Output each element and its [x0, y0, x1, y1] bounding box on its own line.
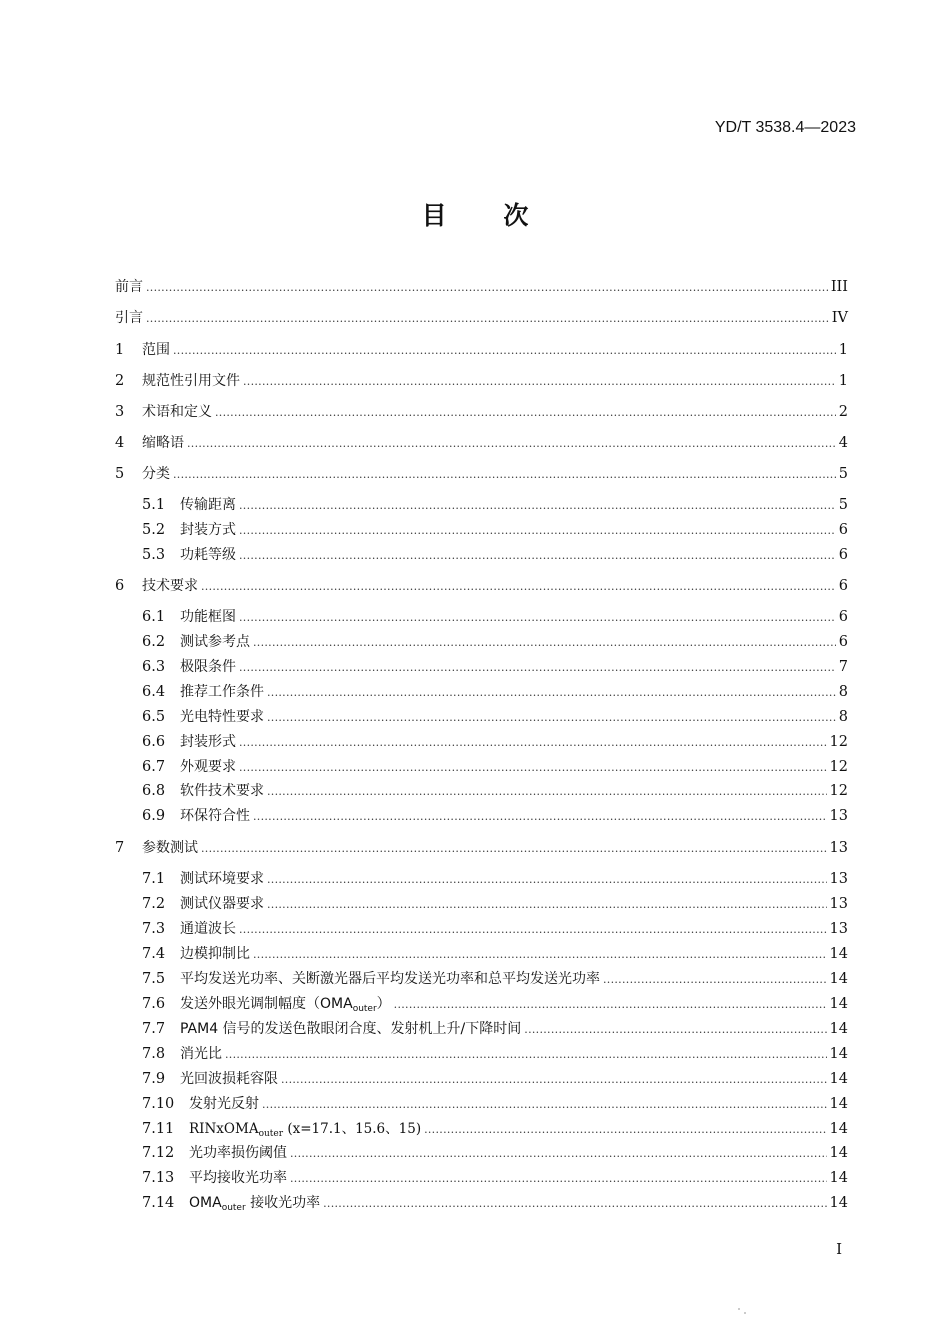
toc-entry-6[interactable]	[115, 575, 848, 597]
toc-entry-6-1[interactable]	[115, 606, 848, 628]
toc-label	[180, 993, 391, 1014]
leader-dots	[524, 1023, 826, 1036]
leader-dots	[262, 1098, 827, 1111]
toc-number: 4	[115, 435, 125, 451]
scan-speck	[744, 1312, 746, 1314]
toc-label: 测试仪器要求	[180, 896, 264, 912]
title-char-1: 目	[421, 201, 447, 230]
toc-number: 6.3	[142, 659, 166, 675]
toc-page: 14	[829, 971, 848, 987]
leader-dots	[253, 948, 827, 961]
leader-dots	[239, 611, 836, 624]
toc-page: 5	[838, 466, 848, 482]
toc-label: 前言	[115, 279, 143, 295]
toc-label-part: (x=17.1、15.6、15)	[283, 1121, 422, 1137]
toc-number: 7.3	[142, 921, 166, 937]
toc-number: 7.13	[142, 1170, 175, 1186]
leader-dots	[201, 842, 827, 855]
toc-entry-5-1[interactable]	[115, 494, 848, 516]
leader-dots	[239, 524, 836, 537]
toc-label: 功能框图	[180, 609, 236, 625]
toc-label-part: 发送外眼光调制幅度（OMA	[180, 996, 353, 1012]
toc-page: 1	[838, 373, 848, 389]
toc-page: 8	[838, 709, 848, 725]
leader-dots	[267, 711, 836, 724]
toc-page: 6	[838, 522, 848, 538]
toc-label: 平均接收光功率	[189, 1170, 287, 1186]
toc-label: 传输距离	[180, 497, 236, 513]
toc-page: 13	[829, 840, 848, 856]
toc-number: 3	[115, 404, 125, 420]
toc-page: 2	[838, 404, 848, 420]
toc-label-part: OMA	[189, 1195, 222, 1211]
leader-dots	[239, 499, 836, 512]
toc-page: 6	[838, 578, 848, 594]
toc-number: 7.14	[142, 1195, 175, 1211]
leader-dots	[267, 873, 827, 886]
leader-dots	[424, 1123, 826, 1136]
toc-entry-7-8[interactable]	[115, 1043, 848, 1065]
toc-number: 7.4	[142, 946, 166, 962]
toc-entry-2[interactable]	[115, 370, 848, 392]
toc-entry-3[interactable]	[115, 401, 848, 423]
toc-entry-7[interactable]	[115, 837, 848, 859]
toc-page: IV	[831, 310, 848, 326]
toc-number: 7.9	[142, 1071, 166, 1087]
toc-entry-6-4[interactable]	[115, 681, 848, 703]
toc-page: 14	[829, 1046, 848, 1062]
toc-label	[189, 1192, 320, 1213]
toc-number: 7.5	[142, 971, 166, 987]
leader-dots	[239, 549, 836, 562]
toc-number: 7.2	[142, 896, 166, 912]
toc-number: 6.8	[142, 783, 166, 799]
toc-page: 6	[838, 634, 848, 650]
toc-page: 12	[829, 759, 848, 775]
leader-dots	[239, 761, 827, 774]
toc-page: 6	[838, 547, 848, 563]
toc-label: 光电特性要求	[180, 709, 264, 725]
toc-number: 1	[115, 342, 125, 358]
toc-label: 测试环境要求	[180, 871, 264, 887]
toc-page: 12	[829, 734, 848, 750]
leader-dots	[267, 785, 827, 798]
toc-page: 8	[838, 684, 848, 700]
toc-number: 5.3	[142, 547, 166, 563]
toc-entry-7-2[interactable]	[115, 893, 848, 915]
toc-entry-5-3[interactable]	[115, 544, 848, 566]
toc-label: 发射光反射	[189, 1096, 259, 1112]
leader-dots	[394, 998, 827, 1011]
toc-number: 5.1	[142, 497, 166, 513]
toc-label: 软件技术要求	[180, 783, 264, 799]
toc-number: 6.6	[142, 734, 166, 750]
toc-number: 7.10	[142, 1096, 175, 1112]
toc-label: 通道波长	[180, 921, 236, 937]
toc-label: 外观要求	[180, 759, 236, 775]
toc-label: PAM4 信号的发送色散眼闭合度、发射机上升/下降时间	[180, 1021, 522, 1037]
toc-number: 6.2	[142, 634, 166, 650]
toc-label: 功耗等级	[180, 547, 236, 563]
leader-dots	[323, 1197, 826, 1210]
toc-entry-7-13[interactable]	[115, 1167, 848, 1189]
toc-page: 14	[829, 1096, 848, 1112]
toc-label: 技术要求	[142, 578, 198, 594]
leader-dots	[290, 1172, 827, 1185]
leader-dots	[290, 1147, 827, 1160]
document-code: YD/T 3538.4—2023	[714, 119, 856, 136]
toc-page: 14	[829, 1170, 848, 1186]
toc-page: 14	[829, 1021, 848, 1037]
toc-entry-foreword[interactable]	[115, 276, 848, 298]
toc-page: 14	[829, 1145, 848, 1161]
leader-dots	[173, 468, 836, 481]
toc-number: 5.2	[142, 522, 166, 538]
toc-label: 光功率损伤阈值	[189, 1145, 287, 1161]
toc-number: 7.1	[142, 871, 166, 887]
toc-number: 6	[115, 578, 125, 594]
scan-speck	[738, 1308, 740, 1310]
toc-label	[189, 1117, 421, 1139]
toc-label: 环保符合性	[180, 808, 250, 824]
toc-page: 13	[829, 921, 848, 937]
toc-label: 术语和定义	[142, 404, 212, 420]
toc-label: 消光比	[180, 1046, 222, 1062]
toc-page: 14	[829, 946, 848, 962]
toc-label: 推荐工作条件	[180, 684, 264, 700]
toc-entry-7-7[interactable]	[115, 1018, 848, 1040]
toc-label: 边模抑制比	[180, 946, 250, 962]
toc-page: 14	[829, 1071, 848, 1087]
toc-number: 7	[115, 840, 125, 856]
leader-dots	[239, 736, 827, 749]
toc-label: 范围	[142, 342, 170, 358]
toc-entry-7-11[interactable]	[115, 1117, 848, 1139]
toc-number: 2	[115, 373, 125, 389]
toc-label: 缩略语	[142, 435, 184, 451]
toc-label: 封装方式	[180, 522, 236, 538]
toc-entry-6-3[interactable]	[115, 656, 848, 678]
toc-page: 13	[829, 896, 848, 912]
toc-entry-7-9[interactable]	[115, 1068, 848, 1090]
toc-entry-introduction[interactable]	[115, 307, 848, 329]
toc-page: 13	[829, 808, 848, 824]
leader-dots	[239, 661, 836, 674]
title-char-2: 次	[503, 201, 529, 230]
toc-label: 光回波损耗容限	[180, 1071, 278, 1087]
toc-number: 7.8	[142, 1046, 166, 1062]
toc-label: 规范性引用文件	[142, 373, 240, 389]
leader-dots	[215, 406, 836, 419]
toc-entry-6-2[interactable]	[115, 631, 848, 653]
leader-dots	[267, 898, 827, 911]
toc-entry-7-5[interactable]	[115, 968, 848, 990]
toc-page: 14	[829, 1195, 848, 1211]
leader-dots	[281, 1073, 827, 1086]
toc-entry-7-14[interactable]	[115, 1192, 848, 1214]
toc-entry-6-9[interactable]	[115, 805, 848, 827]
toc-label-part: RINxOMA	[189, 1121, 259, 1137]
toc-number: 7.7	[142, 1021, 166, 1037]
toc-number: 7.11	[142, 1121, 175, 1137]
toc-number: 6.9	[142, 808, 166, 824]
toc-entry-6-8[interactable]	[115, 780, 848, 802]
toc-page: 14	[829, 996, 848, 1012]
toc-page: 4	[838, 435, 848, 451]
toc-page: 14	[829, 1121, 848, 1137]
toc-entry-5[interactable]	[115, 463, 848, 485]
toc-entry-7-3[interactable]	[115, 918, 848, 940]
toc-label-subscript: outer	[221, 1203, 246, 1213]
toc-label: 参数测试	[142, 840, 198, 856]
toc-number: 6.7	[142, 759, 166, 775]
toc-label: 测试参考点	[180, 634, 250, 650]
toc-number: 5	[115, 466, 125, 482]
toc-page: 1	[838, 342, 848, 358]
toc-entry-6-6[interactable]	[115, 731, 848, 753]
leader-dots	[603, 973, 827, 986]
leader-dots	[253, 810, 827, 823]
toc-number: 6.4	[142, 684, 166, 700]
toc-label-subscript: outer	[352, 1004, 377, 1014]
leader-dots	[187, 437, 836, 450]
toc-label-part: ）	[376, 996, 391, 1012]
leader-dots	[243, 375, 836, 388]
toc-page: 7	[838, 659, 848, 675]
leader-dots	[239, 923, 827, 936]
toc-entry-1[interactable]	[115, 339, 848, 361]
toc-label-subscript: outer	[258, 1129, 284, 1139]
toc-entry-6-7[interactable]	[115, 756, 848, 778]
page-number: I	[836, 1240, 842, 1258]
toc-label: 极限条件	[180, 659, 236, 675]
leader-dots	[225, 1048, 827, 1061]
toc-number: 6.5	[142, 709, 166, 725]
leader-dots	[253, 636, 836, 649]
toc-entry-7-6[interactable]	[115, 993, 848, 1015]
leader-dots	[146, 281, 828, 294]
toc-entry-7-1[interactable]	[115, 868, 848, 890]
toc-number: 7.6	[142, 996, 166, 1012]
leader-dots	[173, 344, 836, 357]
toc-label-part: 接收光功率	[245, 1195, 321, 1211]
toc-page: 6	[838, 609, 848, 625]
toc-entry-7-12[interactable]	[115, 1142, 848, 1164]
toc-label: 平均发送光功率、关断激光器后平均发送光功率和总平均发送光功率	[180, 971, 600, 987]
toc-page: 5	[838, 497, 848, 513]
toc-number: 7.12	[142, 1145, 175, 1161]
leader-dots	[267, 686, 836, 699]
leader-dots	[201, 580, 836, 593]
toc-entry-4[interactable]	[115, 432, 848, 454]
toc-label: 封装形式	[180, 734, 236, 750]
toc-label: 引言	[115, 310, 143, 326]
toc-entry-7-10[interactable]	[115, 1093, 848, 1115]
toc-page: 13	[829, 871, 848, 887]
toc-page: 12	[829, 783, 848, 799]
toc-entry-5-2[interactable]	[115, 519, 848, 541]
toc-page: III	[830, 279, 848, 295]
toc-entry-6-5[interactable]	[115, 706, 848, 728]
toc-entry-7-4[interactable]	[115, 943, 848, 965]
leader-dots	[146, 312, 829, 325]
toc-label: 分类	[142, 466, 170, 482]
toc-number: 6.1	[142, 609, 166, 625]
page-title	[0, 196, 950, 232]
